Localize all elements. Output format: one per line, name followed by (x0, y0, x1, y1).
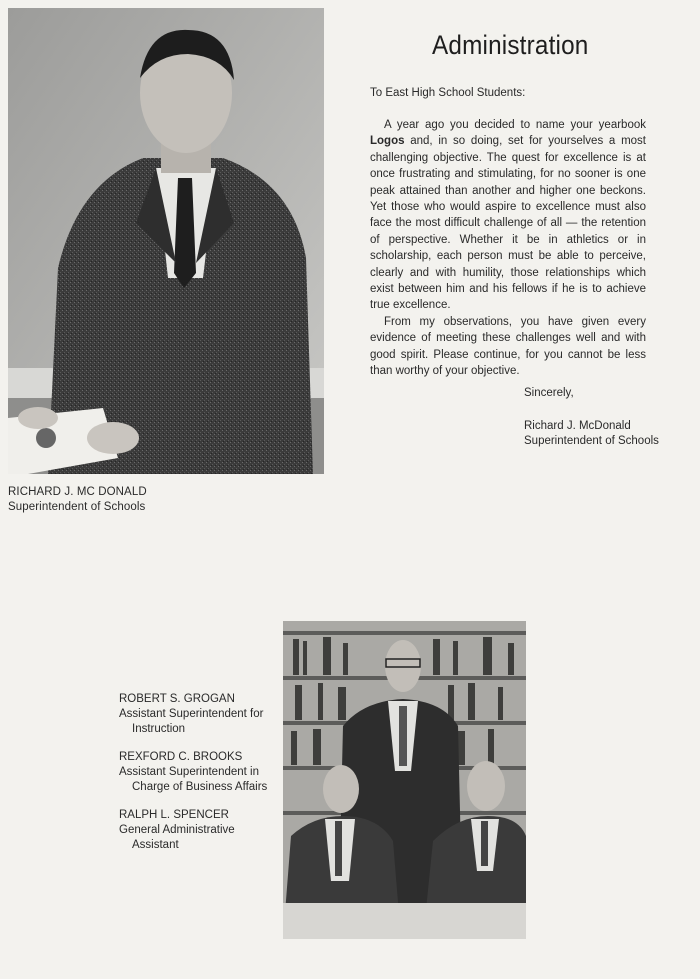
staff-name: RALPH L. SPENCER (119, 809, 229, 821)
caption-name: RICHARD J. MC DONALD (8, 486, 147, 498)
staff-title-continued: Charge of Business Affairs (132, 781, 268, 793)
staff-name: ROBERT S. GROGAN (119, 693, 235, 705)
yearbook-name: Logos (370, 135, 405, 148)
letter-p1-rest: and, in so doing, set for yourselves a most challenging objective. The quest for excellence is at once frustrating and stimulating, for no sooner is one peak attained than another and higher one beckons. Yet those who would aspire to excellence must also face the most difficult challenge of all — the retention of perspective. Whether it be in athletics or in scholarship, each person must be able to perceive, clearly and with humility, those relationships which exist between him and his fellows if he is to achieve true excellence. (370, 135, 646, 312)
letter-p1-start: A year ago you decided to name your yearbook (384, 119, 646, 131)
letter-body (370, 117, 646, 380)
signer-name: Richard J. McDonald (524, 419, 631, 432)
letter-salutation: To East High School Students: (370, 87, 526, 99)
letter-closing (524, 386, 659, 450)
caption-title: Superintendent of Schools (8, 501, 146, 513)
staff-title: General Administrative (119, 824, 235, 836)
signer-title: Superintendent of Schools (524, 435, 659, 447)
staff-title: Assistant Superintendent for (119, 708, 264, 720)
staff-entry (119, 692, 267, 737)
superintendent-portrait-photo (8, 8, 324, 474)
staff-title-continued: Instruction (132, 723, 186, 735)
assistant-staff-list (119, 692, 267, 866)
letter-paragraph-2: From my observations, you have given every evidence of meeting these challenges well and with good spirit. Please continue, for you cannot be less than worthy of your objective. (370, 315, 646, 378)
assistant-superintendents-group-photo (283, 621, 526, 939)
letter-signoff: Sincerely, (524, 387, 574, 399)
staff-title: Assistant Superintendent in (119, 766, 260, 778)
letter-paragraph-1 (370, 117, 646, 314)
staff-entry (119, 750, 267, 795)
staff-name: REXFORD C. BROOKS (119, 751, 243, 763)
portrait-caption (8, 485, 147, 515)
staff-title-continued: Assistant (132, 839, 179, 851)
staff-entry (119, 808, 267, 853)
page-title: Administration (432, 30, 589, 60)
